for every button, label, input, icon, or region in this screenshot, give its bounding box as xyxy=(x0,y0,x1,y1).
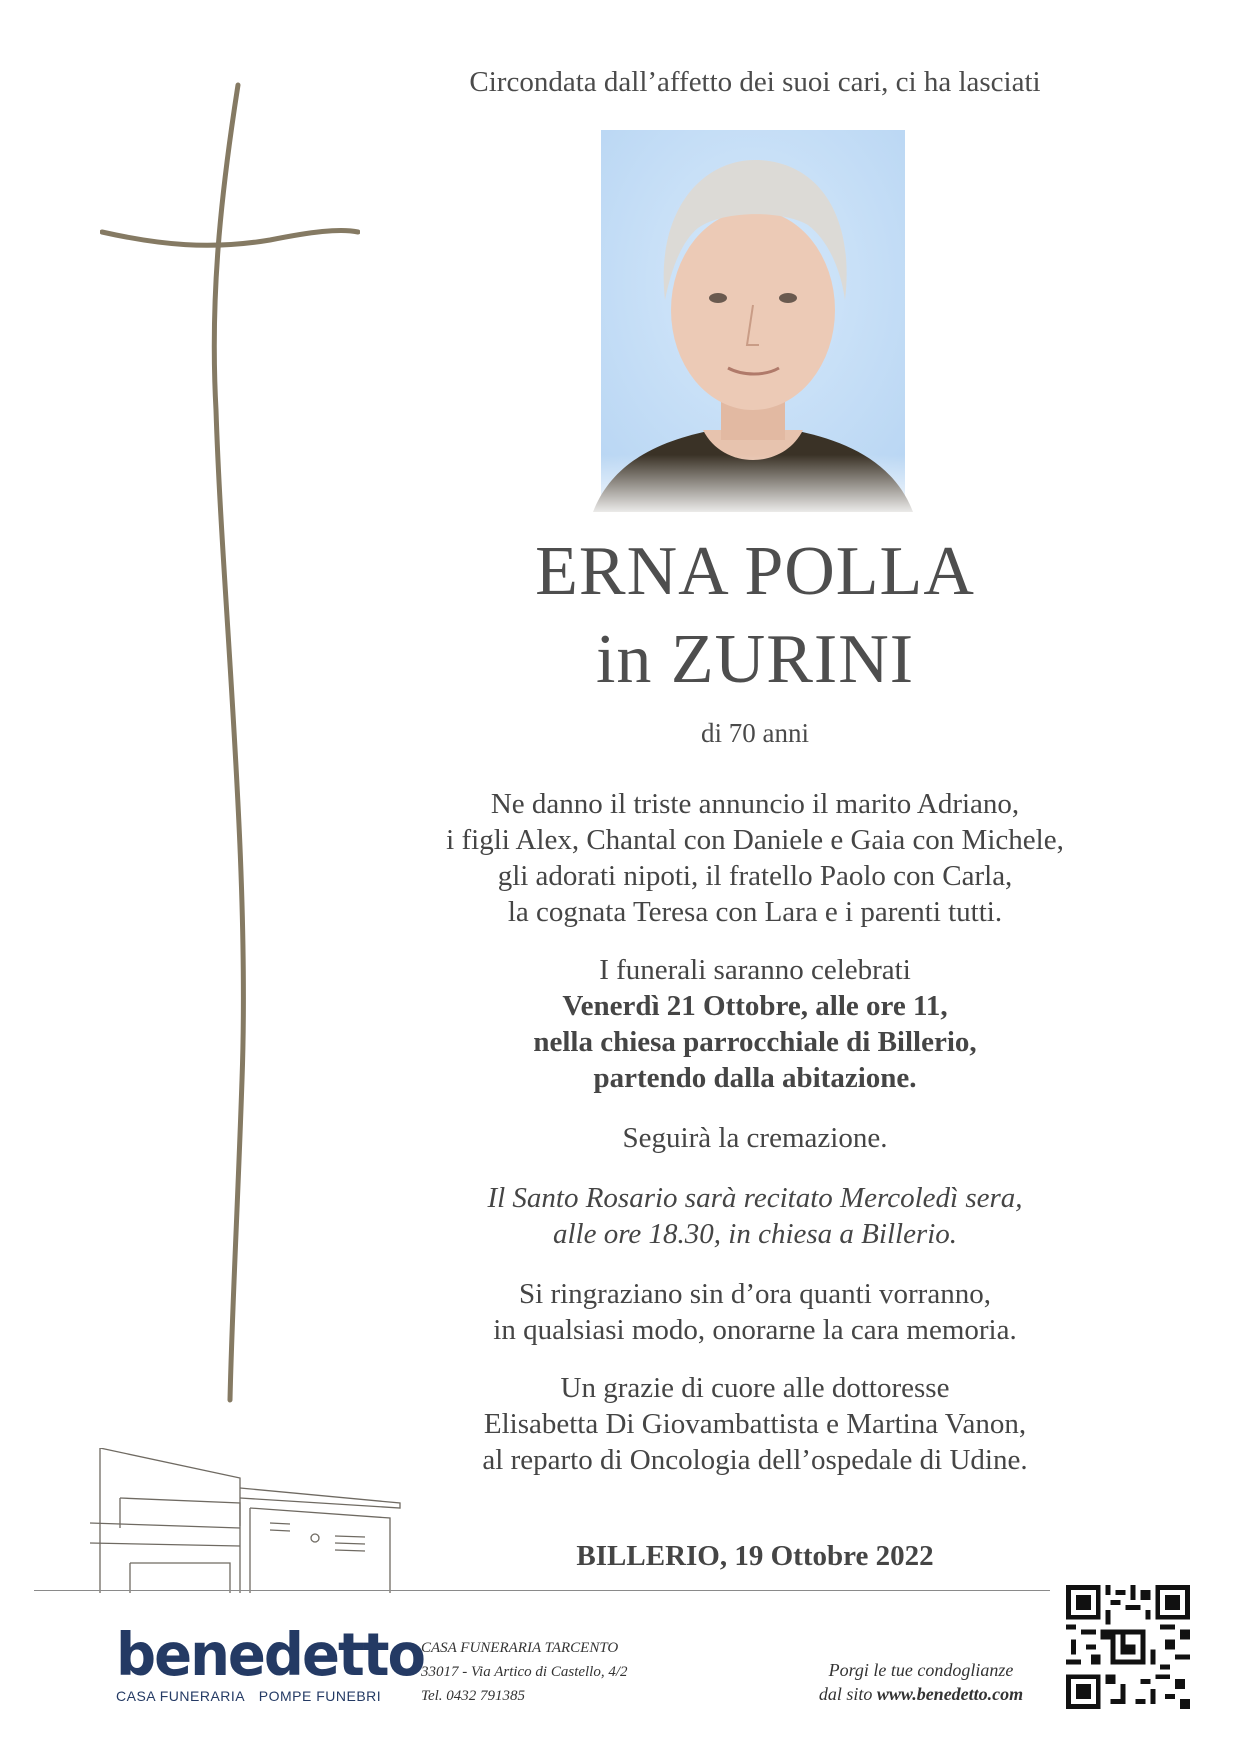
doctors-line: al reparto di Oncologia dell’ospedale di Udine. xyxy=(482,1444,1028,1476)
cross-icon xyxy=(100,80,360,1410)
name-line-2: in ZURINI xyxy=(595,621,915,698)
doctors-paragraph xyxy=(380,1370,1130,1478)
logo-subtitle-1: CASA FUNERARIA xyxy=(116,1688,245,1704)
place-date: BILLERIO, 19 Ottobre 2022 xyxy=(576,1540,934,1572)
building-illustration xyxy=(90,1448,410,1594)
thanks-line: Si ringraziano sin d’ora quanti vorranno, xyxy=(519,1278,991,1310)
condolences-site-link[interactable]: www.benedetto.com xyxy=(876,1684,1024,1704)
qr-code[interactable] xyxy=(1066,1585,1190,1709)
family-line: gli adorati nipoti, il fratello Paolo con Carla, xyxy=(497,860,1013,892)
condolences-prefix: dal sito xyxy=(818,1684,873,1704)
funeral-paragraph xyxy=(380,952,1130,1096)
thanks-paragraph xyxy=(380,1276,1130,1348)
rosary-paragraph xyxy=(380,1180,1130,1252)
rosary-line: Il Santo Rosario sarà recitato Mercoledì sera, xyxy=(487,1182,1023,1214)
funeral-home-address xyxy=(421,1636,628,1708)
footer-divider xyxy=(34,1590,1050,1591)
family-paragraph xyxy=(380,786,1130,930)
doctors-line: Un grazie di cuore alle dottoresse xyxy=(560,1372,950,1404)
address-line: Tel. 0432 791385 xyxy=(421,1688,526,1704)
cremation-text: Seguirà la cremazione. xyxy=(622,1122,888,1154)
logo-wordmark: benedetto xyxy=(116,1621,424,1690)
rosary-line: alle ore 18.30, in chiesa a Billerio. xyxy=(552,1218,958,1250)
condolences-note xyxy=(786,1658,1056,1706)
family-line: i figli Alex, Chantal con Daniele e Gaia con Michele, xyxy=(446,824,1064,856)
funeral-intro: I funerali saranno celebrati xyxy=(599,954,911,986)
thanks-line: in qualsiasi modo, onorarne la cara memoria. xyxy=(493,1314,1017,1346)
portrait-photo xyxy=(593,130,913,512)
funeral-departure: partendo dalla abitazione. xyxy=(593,1062,917,1094)
logo-subtitle xyxy=(116,1688,382,1704)
logo-subtitle-2: POMPE FUNEBRI xyxy=(258,1688,382,1704)
address-line: 33017 - Via Artico di Castello, 4/2 xyxy=(421,1664,628,1680)
family-line: Ne danno il triste annuncio il marito Adriano, xyxy=(490,788,1020,820)
benedetto-logo xyxy=(116,1621,424,1704)
funeral-date: Venerdì 21 Ottobre, alle ore 11, xyxy=(562,990,948,1022)
funeral-place: nella chiesa parrocchiale di Billerio, xyxy=(533,1026,977,1058)
deceased-name xyxy=(380,528,1130,704)
address-line: CASA FUNERARIA TARCENTO xyxy=(421,1640,619,1656)
name-line-1: ERNA POLLA xyxy=(535,533,975,610)
age-text: di 70 anni xyxy=(701,718,809,748)
condolences-line-1: Porgi le tue condoglianze xyxy=(828,1660,1014,1680)
doctors-line: Elisabetta Di Giovambattista e Martina Vanon, xyxy=(483,1408,1027,1440)
family-line: la cognata Teresa con Lara e i parenti tutti. xyxy=(507,896,1003,928)
condolences-line-2 xyxy=(786,1682,1056,1706)
intro-text: Circondata dall’affetto dei suoi cari, ci ha lasciati xyxy=(469,66,1041,98)
